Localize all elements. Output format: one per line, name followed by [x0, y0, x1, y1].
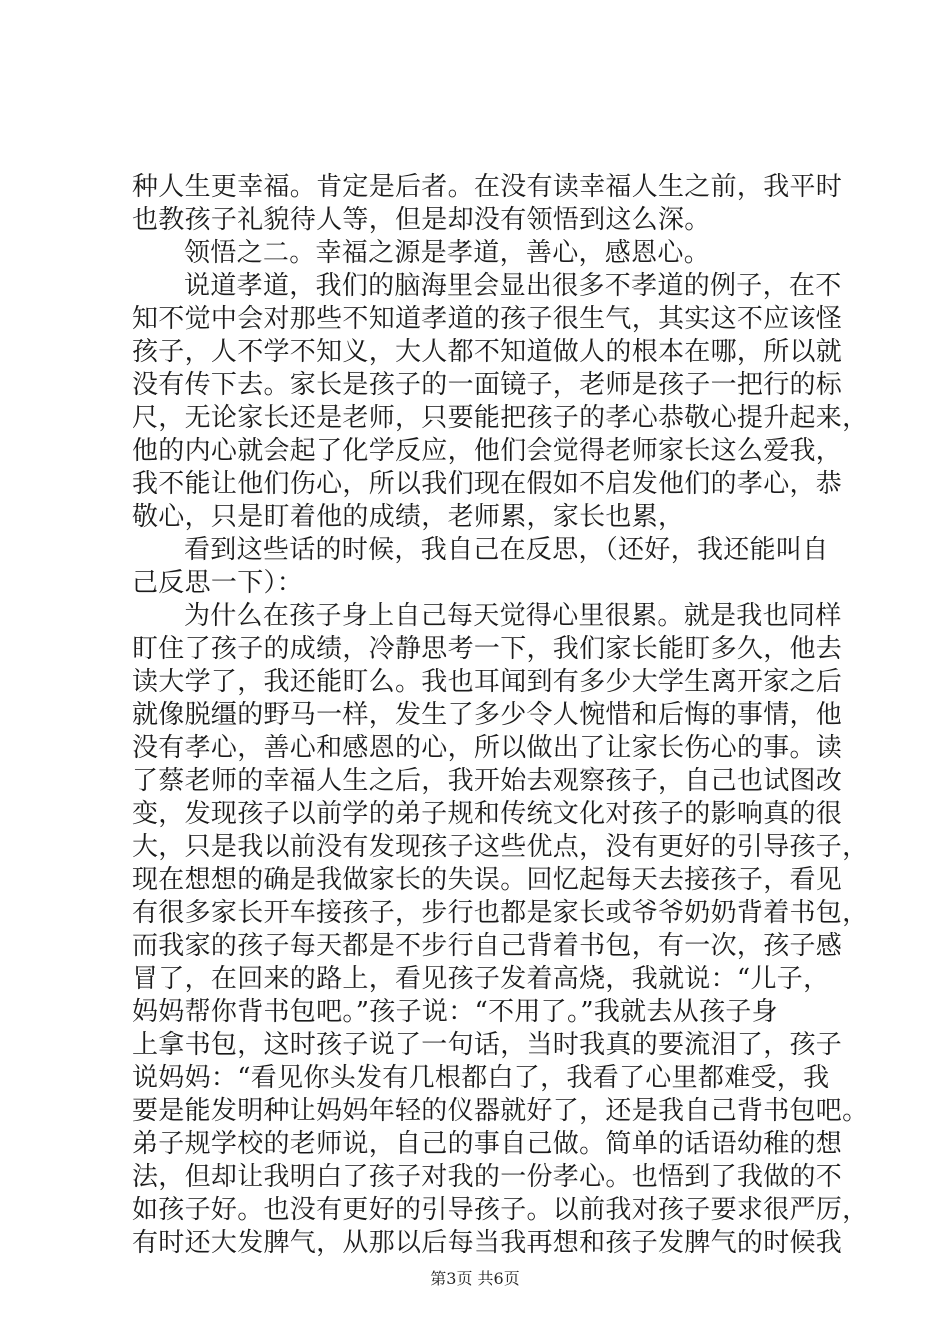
text-line: 现在想想的确是我做家长的失误。回忆起每天去接孩子，看见 [132, 865, 843, 895]
text-line: 种人生更幸福。肯定是后者。在没有读幸福人生之前，我平时 [132, 172, 843, 202]
text-line: 他的内心就会起了化学反应，他们会觉得老师家长这么爱我， [132, 436, 843, 466]
text-line: 没有传下去。家长是孩子的一面镜子，老师是孩子一把行的标 [132, 370, 843, 400]
text-line: 我不能让他们伤心，所以我们现在假如不启发他们的孝心，恭 [132, 469, 843, 499]
text-line: 看到这些话的时候，我自己在反思，（还好，我还能叫自 [184, 535, 829, 565]
text-line: 有很多家长开车接孩子，步行也都是家长或爷爷奶奶背着书包， [132, 898, 869, 928]
text-line: 盯住了孩子的成绩，冷静思考一下，我们家长能盯多久，他去 [132, 634, 843, 664]
text-line: 冒了，在回来的路上，看见孩子发着高烧，我就说：“儿子， [132, 964, 830, 994]
text-line: 知不觉中会对那些不知道孝道的孩子很生气，其实这不应该怪 [132, 304, 843, 334]
body-text [132, 171, 869, 1260]
text-line: 孩子，人不学不知义，大人都不知道做人的根本在哪，所以就 [132, 337, 843, 367]
text-line: 变，发现孩子以前学的弟子规和传统文化对孩子的影响真的很 [132, 799, 843, 829]
text-line: 就像脱缰的野马一样，发生了多少令人惋惜和后悔的事情，他 [132, 700, 843, 730]
text-line: 上拿书包，这时孩子说了一句话，当时我真的要流泪了，孩子 [132, 1030, 843, 1060]
text-line: 大，只是我以前没有发现孩子这些优点，没有更好的引导孩子， [132, 832, 869, 862]
text-line: 领悟之二。幸福之源是孝道，善心，感恩心。 [184, 238, 711, 268]
text-line: 也教孩子礼貌待人等，但是却没有领悟到这么深。 [132, 205, 711, 235]
text-line: 要是能发明种让妈妈年轻的仪器就好了，还是我自己背书包吧。 [132, 1096, 869, 1126]
text-line: 没有孝心，善心和感恩的心，所以做出了让家长伤心的事。读 [132, 733, 843, 763]
text-line: 说道孝道，我们的脑海里会显出很多不孝道的例子，在不 [184, 271, 842, 301]
text-line: 如孩子好。也没有更好的引导孩子。以前我对孩子要求很严厉， [132, 1195, 869, 1225]
text-line: 己反思一下）： [132, 568, 304, 598]
text-line: 而我家的孩子每天都是不步行自己背着书包，有一次，孩子感 [132, 931, 843, 961]
text-line: 说妈妈：“看见你头发有几根都白了，我看了心里都难受，我 [132, 1063, 830, 1093]
text-line: 弟子规学校的老师说，自己的事自己做。简单的话语幼稚的想 [132, 1129, 843, 1159]
text-line: 读大学了，我还能盯么。我也耳闻到有多少大学生离开家之后 [132, 667, 843, 697]
page-footer: 第3页 共6页 [430, 1269, 520, 1288]
text-line: 了蔡老师的幸福人生之后，我开始去观察孩子，自己也试图改 [132, 766, 843, 796]
text-line: 妈妈帮你背书包吧。”孩子说：“不用了。”我就去从孩子身 [132, 997, 778, 1027]
text-line: 法，但却让我明白了孩子对我的一份孝心。也悟到了我做的不 [132, 1162, 843, 1192]
text-line: 为什么在孩子身上自己每天觉得心里很累。就是我也同样 [184, 601, 842, 631]
text-line: 尺，无论家长还是老师，只要能把孩子的孝心恭敬心提升起来， [132, 403, 869, 433]
text-line: 敬心，只是盯着他的成绩，老师累，家长也累， [132, 502, 685, 532]
text-line: 有时还大发脾气，从那以后每当我再想和孩子发脾气的时候我 [132, 1228, 843, 1258]
